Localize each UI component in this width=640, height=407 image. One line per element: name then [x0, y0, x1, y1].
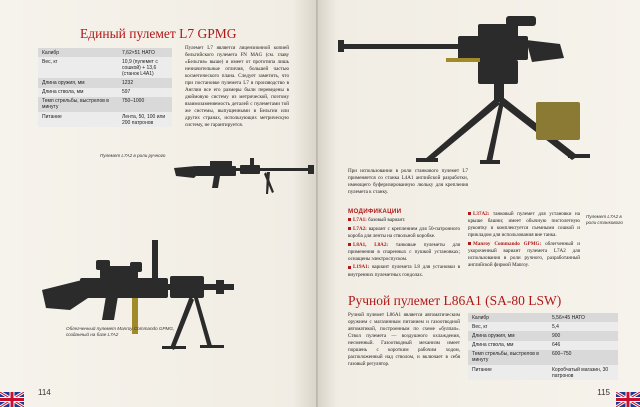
table-row: Калибр 5,56×45 НАТО [468, 313, 618, 322]
list-item: L8A1, L8A2: танковые пулеметы для применения в спаренных с пушкой установках; оснащены электроспуском. [348, 241, 461, 262]
page-number-right: 115 [597, 388, 610, 397]
page-title-l7: Единый пулемет L7 GPMG [80, 26, 237, 41]
list-item: Manroy Commando GPMG: облегченный и укороченный вариант пулемета L7A2 для использования в роли ручного, разработанный английской фирмой Manroy. [468, 240, 580, 268]
union-jack-left-icon [0, 392, 24, 407]
caption-mounted-mg: Пулемет L7A2 в роли станкового [586, 214, 623, 225]
table-row: Калибр 7,62×51 НАТО [38, 48, 172, 57]
table-row: Темп стрельбы, выстрелов в минуту 750–1000 [38, 97, 172, 112]
caption-manroy: Облегченный пулемет Manroy Commando GPMG, созданный на базе L7A2 [66, 326, 175, 337]
intro-paragraph-l7: Пулемет L7 является лицензионной копией бельгийского пулемета FN MAG (см. главу «Бельгия» выше) и имеет от прототипа лишь незначительные отличия, большей частью косметического плана. Следует заметить, что при постановке пулемета L7 в производство в Англии все его размеры были переведены в дюймовую систему из метрической, поэтому взаимозаменяемость деталей с пулеметами той же системы, выпущенными в Бельгии или других странах, использующих метрическую систему, не гарантируется. [185, 45, 289, 129]
manroy-commando-gpmg-image [40, 228, 240, 363]
spec-table-l7 [38, 48, 172, 127]
left-page [0, 0, 318, 407]
table-row: Длина оружия, мм 1232 [38, 78, 172, 87]
mount-paragraph: При использовании в роли станкового пулемет L7 применяется со станка L4A1 английской разработки, имеющего буферизированную люльку для крепления пулемета к станку. [348, 168, 468, 196]
l7-tripod-mount-image [328, 10, 628, 170]
page-number-left: 114 [38, 388, 51, 397]
modifications-col2 [468, 211, 580, 271]
spec-table-l86a1 [468, 313, 618, 380]
l86a1-paragraph: Ручной пулемет L86A1 является автоматическим оружием с магазинным питанием и газоотводной автоматикой, построенным по схеме «булпап». Ствол пулемета — воздушного охлаждения, несменный. Газоотводный механизм имеет поршень с коротким рабочим ходом, расположенный над стволом, и включает в себя газовый регулятор. [348, 312, 460, 368]
page-title-l86a1: Ручной пулемет L86A1 (SA-80 LSW) [348, 293, 562, 308]
table-row: Длина ствола, мм 597 [38, 88, 172, 97]
caption-light-mg: Пулемет L7A2 в роли ручного [100, 153, 166, 158]
table-row: Питание Лента, 50, 100 или 200 патронов [38, 112, 172, 127]
modifications-col1 [348, 217, 460, 280]
list-item: L19A1: вариант пулемета L8 для установки в внутренних пулеметных гондолах. [348, 264, 460, 278]
l7a2-light-mg-image [170, 152, 318, 212]
table-row: Темп стрельбы, выстрелов в минуту 600–750 [468, 350, 618, 365]
table-row: Вес, кг 5,4 [468, 322, 618, 331]
table-row: Питание Коробчатый магазин, 30 патронов [468, 365, 618, 380]
table-row: Длина ствола, мм 646 [468, 341, 618, 350]
table-row: Вес, кг 10,9 (пулемет с сошкой) + 13,6 (станок L4A1) [38, 57, 172, 78]
union-jack-right-icon [616, 392, 640, 407]
right-page [318, 0, 640, 407]
list-item: L7A1: базовый вариант. [348, 217, 460, 224]
list-item: L7A2: вариант с креплением для 50-патронного короба для ленты на ствольной коробке. [348, 225, 460, 239]
list-item: L37A2: танковый пулемет для установки на крыше башни; имеет обычную пистолетную рукоятку и комплектуется съемными сошкой и прикладом для использования вне танка. [468, 211, 580, 239]
table-row: Длина оружия, мм 900 [468, 331, 618, 340]
modifications-heading: МОДИФИКАЦИИ [348, 208, 402, 215]
